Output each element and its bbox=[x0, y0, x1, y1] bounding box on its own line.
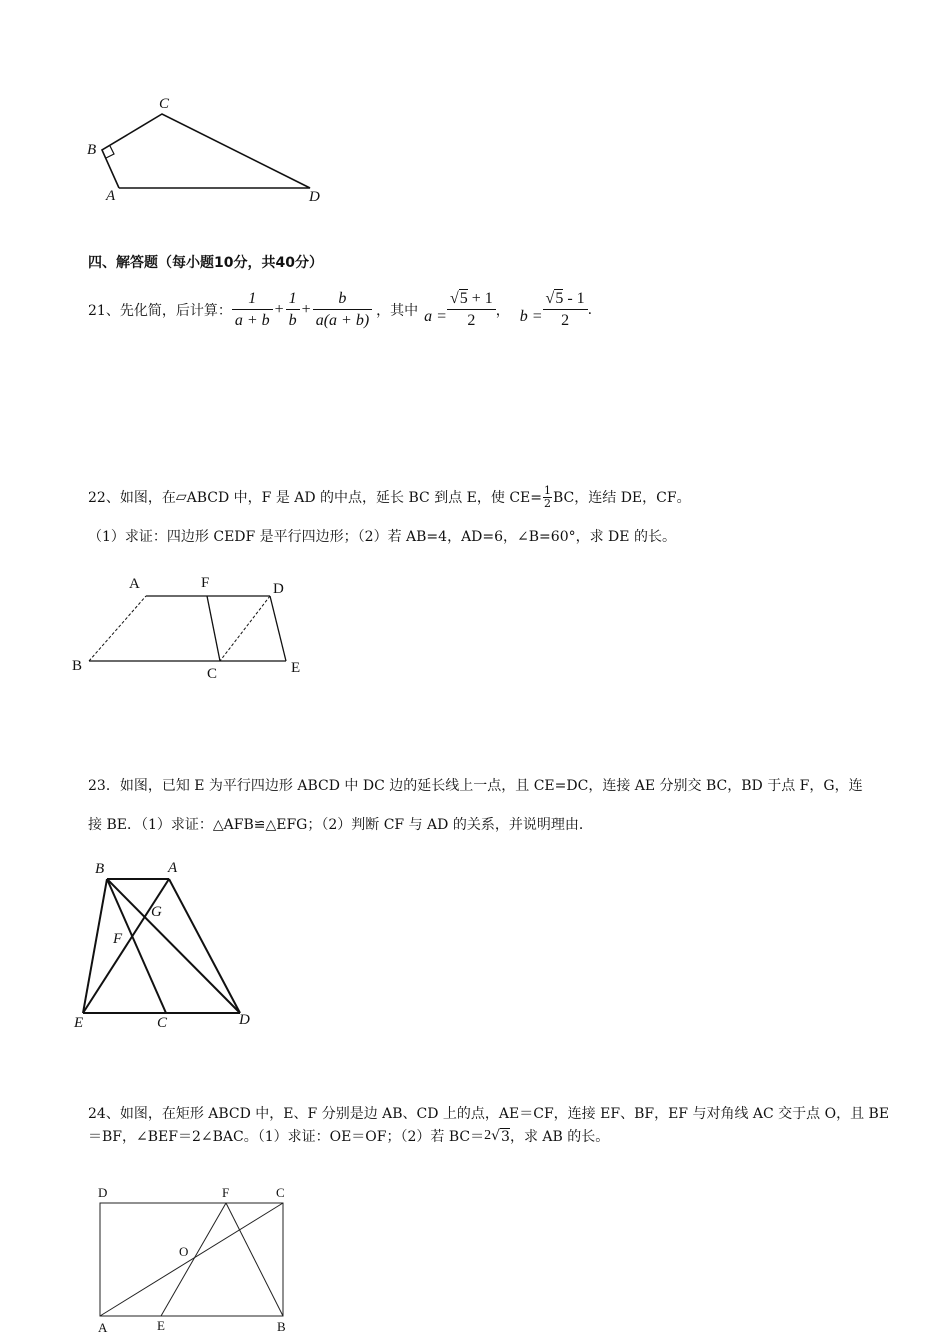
q23-label-f: F bbox=[113, 931, 123, 947]
q23-label-e: E bbox=[74, 1015, 84, 1031]
q21-frac2-numerator: 1 bbox=[286, 289, 300, 310]
segment-ef bbox=[161, 1203, 226, 1316]
q21-a-tail: + 1 bbox=[467, 289, 493, 307]
q21-b-denominator: 2 bbox=[561, 311, 570, 329]
q22-text-b: ABCD 中，F 是 AD 的中点，延长 BC 到点 E，使 CE= bbox=[186, 490, 542, 506]
q23-label-c: C bbox=[157, 1015, 168, 1031]
q24-text-a: ＝BF，∠BEF＝2∠BAC。（1）求证：OE＝OF；（2）若 BC＝ bbox=[88, 1129, 485, 1145]
q21-b-variable: b = bbox=[519, 308, 543, 325]
q24-label-f: F bbox=[222, 1185, 230, 1200]
q22-label-e: E bbox=[291, 660, 301, 676]
q22-text-a: 22、如图，在 bbox=[88, 490, 176, 506]
q21-comma: ， bbox=[495, 303, 510, 319]
label-b: B bbox=[87, 142, 97, 158]
q21-plus-1: + bbox=[274, 301, 284, 318]
q21-plus-2: + bbox=[301, 301, 311, 318]
q24-text-b: ，求 AB 的长。 bbox=[509, 1129, 610, 1145]
question-24-line-1: 24、如图，在矩形 ABCD 中，E、F 分别是边 AB、CD 上的点，AE＝CF，连接 EF、BF，EF 与对角线 AC 交于点 O，且 BE bbox=[88, 1106, 890, 1122]
label-d: D bbox=[309, 189, 320, 205]
q21-frac1-denominator: a + b bbox=[234, 311, 270, 329]
diagonal-ac bbox=[100, 1203, 283, 1316]
q21-middle: ，其中 bbox=[376, 303, 419, 319]
q24-label-d: D bbox=[98, 1185, 108, 1200]
q21-end: . bbox=[587, 302, 593, 318]
q24-label-e: E bbox=[157, 1318, 165, 1333]
q21-a-variable: a = bbox=[424, 308, 447, 325]
q21-a-radicand: 5 bbox=[459, 289, 468, 307]
q23-label-d: D bbox=[239, 1012, 250, 1028]
q21-b-tail: - 1 bbox=[563, 289, 585, 307]
question-22-line-2: （1）求证：四边形 CEDF 是平行四边形；（2）若 AB=4，AD=6，∠B=60°，求 DE 的长。 bbox=[88, 529, 676, 545]
q24-label-b: B bbox=[277, 1319, 286, 1334]
q23-label-a: A bbox=[168, 860, 178, 876]
q24-label-c: C bbox=[276, 1185, 285, 1200]
q22-label-d: D bbox=[273, 581, 284, 597]
q24-label-a: A bbox=[98, 1320, 108, 1335]
q21-b-radicand: 5 bbox=[555, 289, 564, 307]
q21-prefix: 21、先化简，后计算： bbox=[88, 303, 232, 319]
q22-label-a: A bbox=[129, 576, 140, 592]
question-23-line-1: 23．如图，已知 E 为平行四边形 ABCD 中 DC 边的延长线上一点，且 CE=DC，连接 AE 分别交 BC，BD 于点 F，G，连 bbox=[88, 778, 863, 794]
q22-label-c: C bbox=[207, 666, 218, 682]
q21-a-denominator: 2 bbox=[467, 311, 476, 329]
q22-frac-denominator: 2 bbox=[544, 496, 551, 510]
section-title: 四、解答题（每小题10分，共40分） bbox=[88, 255, 323, 271]
q22-label-b: B bbox=[72, 658, 83, 674]
q22-label-f: F bbox=[201, 575, 210, 591]
q21-frac3-numerator: b bbox=[313, 289, 372, 310]
q22-text-c: BC，连结 DE，CF。 bbox=[553, 490, 691, 506]
segment-bf bbox=[226, 1203, 283, 1316]
q24-bc-coefficient: 2 bbox=[484, 1128, 492, 1143]
sqrt-icon: √ bbox=[449, 289, 459, 307]
label-a: A bbox=[106, 188, 116, 204]
q24-bc-radicand: 3 bbox=[501, 1128, 510, 1145]
q21-frac3-denominator: a(a + b) bbox=[315, 311, 370, 329]
sqrt-icon: √ bbox=[545, 289, 555, 307]
q23-label-g: G bbox=[151, 904, 162, 920]
label-c: C bbox=[159, 96, 170, 112]
q23-label-b: B bbox=[95, 861, 105, 877]
q21-frac1-numerator: 1 bbox=[232, 289, 273, 310]
q24-label-o: O bbox=[179, 1244, 189, 1259]
q22-frac-numerator: 1 bbox=[544, 483, 551, 497]
question-23-line-2: 接 BE．（1）求证：△AFB≌△EFG；（2）判断 CF 与 AD 的关系，并说明理由． bbox=[88, 817, 593, 833]
parallelogram-icon: ▱ bbox=[175, 489, 187, 505]
sqrt-icon: √ bbox=[491, 1128, 501, 1144]
q21-frac2-denominator: b bbox=[288, 311, 297, 329]
